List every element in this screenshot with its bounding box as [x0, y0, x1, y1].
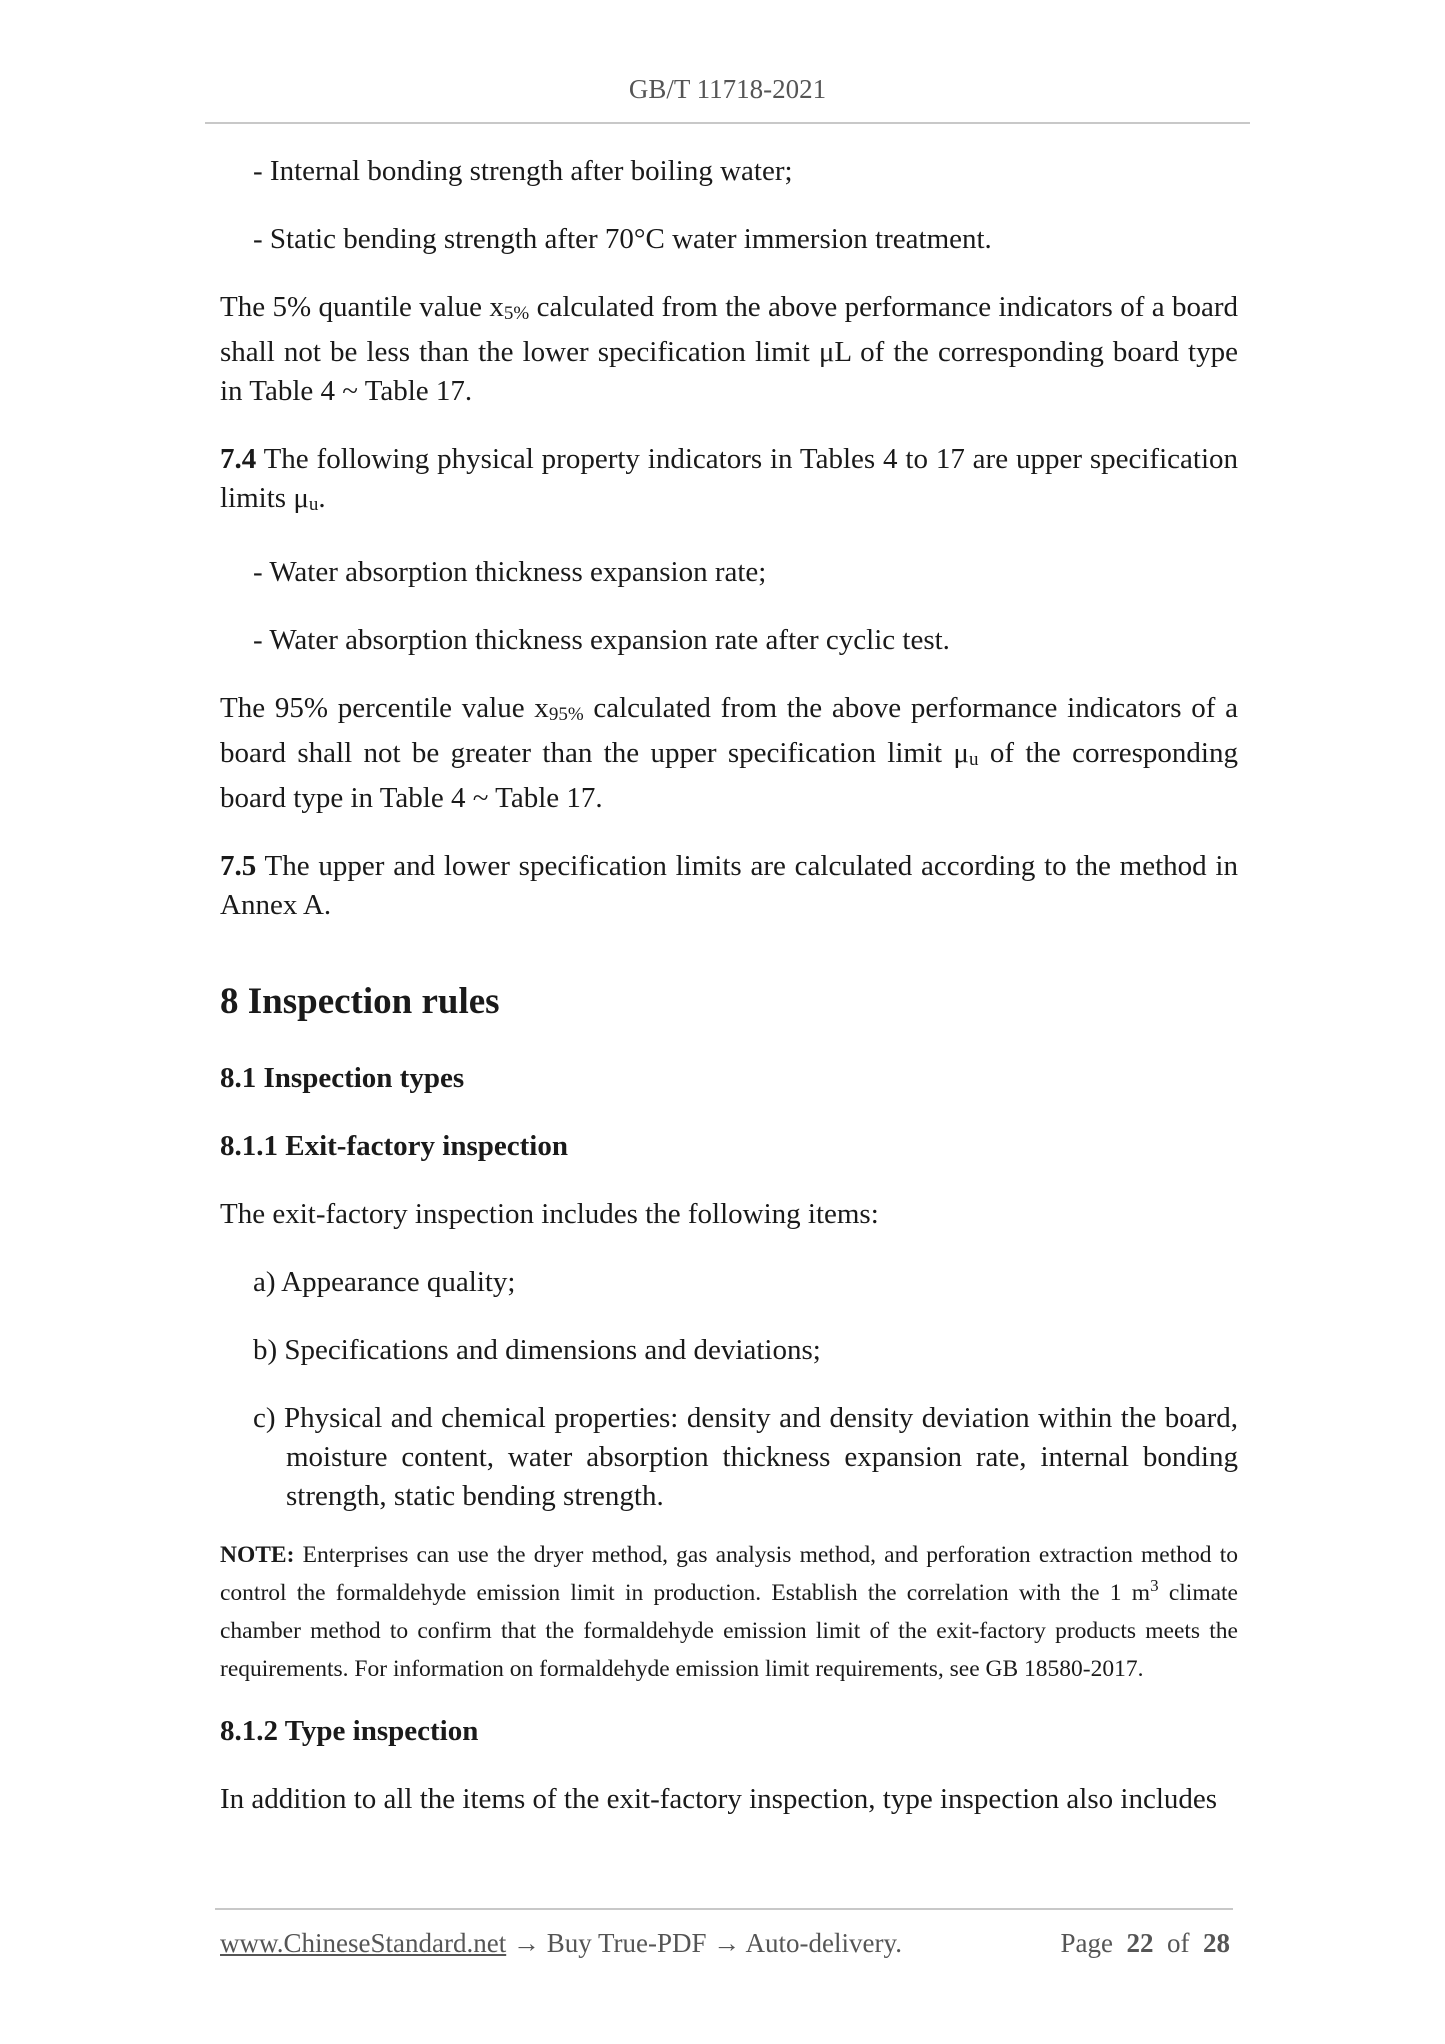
paragraph-quantile: [220, 288, 1238, 411]
superscript: 3: [1150, 1576, 1159, 1595]
text: .: [318, 482, 326, 514]
paragraph-percentile: [220, 689, 1238, 818]
text: of the corresponding board type in Table 4 ~ Table 17.: [220, 737, 1238, 814]
bullet-boiling-water: - Internal bonding strength after boiling water;: [253, 155, 793, 187]
section-heading-8: 8 Inspection rules: [220, 981, 500, 1022]
clause-number: 7.5: [220, 850, 257, 882]
text: The 95% percentile value x: [220, 692, 549, 724]
buy-pdf-text: Buy True-PDF: [546, 1928, 707, 1958]
page-number: 22: [1126, 1928, 1154, 1958]
standard-code: GB/T 11718-2021: [628, 74, 827, 104]
arrow-icon: →: [506, 1928, 547, 1958]
list-item-b: b) Specifications and dimensions and deviations;: [253, 1334, 821, 1366]
bullet-water-absorption: - Water absorption thickness expansion rate;: [253, 556, 767, 588]
bullet-cyclic-test: - Water absorption thickness expansion rate after cyclic test.: [253, 624, 950, 656]
text: calculated from the above performance indicators of a board shall not be greater than the upper specification limit μ: [220, 692, 1239, 769]
text: The upper and lower specification limits are calculated according to the method in Annex A.: [220, 850, 1238, 921]
auto-delivery-text: Auto-delivery.: [745, 1928, 902, 1958]
header-divider: [205, 122, 1250, 124]
clause-7-5: [220, 847, 1238, 925]
text: The following physical property indicators in Tables 4 to 17 are upper specification limits μ: [220, 443, 1238, 514]
subscript: u: [308, 494, 319, 515]
text: The 5% quantile value x: [220, 291, 504, 323]
section-heading-8-1-2: 8.1.2 Type inspection: [220, 1715, 479, 1747]
text: Enterprises can use the dryer method, gas analysis method, and perforation extraction method to control the formaldehyde emission limit in production. Establish the correlation with the 1 m: [220, 1542, 1238, 1606]
section-heading-8-1-1: 8.1.1 Exit-factory inspection: [220, 1130, 568, 1162]
paragraph-exit-factory: The exit-factory inspection includes the following items:: [220, 1198, 879, 1230]
paragraph-type-inspection: In addition to all the items of the exit-factory inspection, type inspection also includes: [220, 1783, 1218, 1815]
website-link[interactable]: www.ChineseStandard.net: [220, 1928, 507, 1958]
subscript: 95%: [548, 704, 584, 725]
section-heading-8-1: 8.1 Inspection types: [220, 1062, 465, 1094]
of-label: of: [1167, 1928, 1190, 1958]
page-total: 28: [1203, 1928, 1230, 1958]
note: [220, 1536, 1238, 1688]
footer-divider: [215, 1908, 1233, 1910]
list-item-c: c) Physical and chemical properties: density and density deviation within the board, moisture content, water absorption thickness expansion rate, internal bonding strength, static bending strength.: [253, 1402, 1238, 1512]
subscript: u: [968, 749, 979, 770]
note-label: NOTE:: [220, 1542, 295, 1568]
subscript: 5%: [503, 303, 530, 324]
clause-7-4: [220, 440, 1238, 524]
page-content: [220, 152, 1238, 1819]
clause-number: 7.4: [220, 443, 257, 475]
text: climate chamber method to confirm that the formaldehyde emission limit of the exit-factory products meets the requirements. For information on formaldehyde emission limit requirements, see GB 18580-2017.: [220, 1580, 1238, 1682]
document-header: [205, 74, 1250, 105]
bullet-static-bending: - Static bending strength after 70°C water immersion treatment.: [253, 223, 992, 255]
text: calculated from the above performance indicators of a board shall not be less than the lower specification limit μL of the corresponding board type in Table 4 ~ Table 17.: [220, 291, 1238, 407]
page-indicator: [1061, 1928, 1230, 1959]
arrow-icon: →: [706, 1928, 746, 1958]
list-item-a: a) Appearance quality;: [253, 1266, 516, 1298]
page-label: Page: [1060, 1928, 1113, 1958]
page-footer: [220, 1928, 1230, 1959]
